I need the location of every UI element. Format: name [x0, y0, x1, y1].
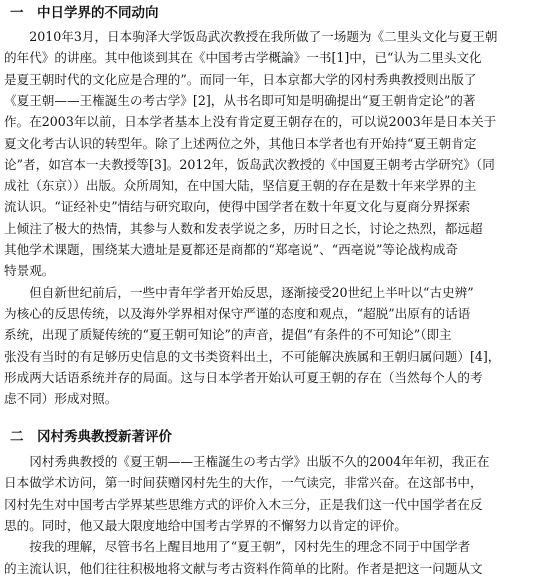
text-line: 是夏王朝时代的文化应是合理的”。而同一年，日本京都大学的冈村秀典教授则出版了	[4, 71, 477, 87]
text-line: 系统，出现了质疑传统的“夏王朝可知论”的声音，提倡“有条件的不可知论”（即主	[4, 327, 452, 343]
text-line: 2010年3月，日本驹泽大学饭岛武次教授在我所做了一场题为《二里头文化与夏王朝	[4, 29, 498, 44]
text-line: 形成两大话语系统并存的局面。这与日本学者开始认可夏王朝的存在（当然每个人的考	[4, 369, 483, 385]
section-heading-2: 二 冈村秀典教授新著评价	[10, 429, 172, 445]
text-line: 流认识。“证经补史”情结与研究取向，使得中国学者在数十年夏文化与夏商分界探索	[4, 199, 471, 215]
text-line: 特景观。	[4, 263, 55, 279]
text-line: 思的。同时，他又最大限度地给中国考古学界的不懈努力以肯定的评价。	[4, 517, 407, 533]
text-line: 作。在2003年以前，日本学者基本上没有肯定夏王朝存在的，可以说2003年是日本关于	[4, 114, 497, 130]
section-heading-1: 一 中日学界的不同动向	[10, 5, 159, 21]
text-line: 的年代》的讲座。其中他谈到其在《中国考古学概論》一书[1]中，已“认为二里头文化	[4, 50, 482, 66]
text-line: 《夏王朝——王権誕生の考古学》[2]，从书名即可知是明确提出“夏王朝肯定论”的著	[4, 92, 476, 108]
text-line: 夏文化考古认识的转型年。除了上述两位之外，其他日本学者也有开始持“夏王朝肯定	[4, 135, 477, 151]
text-line: 成社（东京））出版。众所周知，在中国大陆，坚信夏王朝的存在是数十年来学界的主	[4, 178, 477, 194]
text-line: 的主流认识，他们往往积极地将文献与考古资料作简单的比附。作者是把这一问题从文	[4, 560, 483, 576]
text-line: 论”者，如宫本一夫教授等[3]。2012年，饭岛武次教授的《中国夏王朝考古学研究》（同	[4, 156, 495, 172]
text-line: 日本做学术访问，第一时间获赠冈村先生的大作，一气读完，非常兴奋。在这部书中，	[4, 475, 483, 491]
text-line: 冈村秀典教授的《夏王朝——王権誕生の考古学》出版不久的2004年年初，我正在	[4, 454, 490, 469]
text-line: 张没有当时的有足够历史信息的文书类资料出土，不可能解决族属和王朝归属问题）[4]，	[4, 348, 501, 364]
text-line: 为核心的反思传统，以及海外学界相对保守严谨的态度和观点，“超脱”出原有的话语	[4, 305, 471, 321]
text-line: 冈村先生对中国考古学界某些思维方式的评价入木三分，正是我们这一代中国学者在反	[4, 496, 483, 512]
text-line: 其他学术课题，围绕某大遗址是夏都还是商都的“郑亳说”、“西亳说”等论战构成奇	[4, 242, 458, 257]
text-line: 但自新世纪前后，一些中青年学者开始反思，逐渐接受20世纪上半叶以“古史辨”	[4, 284, 474, 300]
text-line: 按我的理解，尽管书名上醒目地用了“夏王朝”，冈村先生的理念不同于中国学者	[4, 539, 471, 555]
text-line: 虑不同）形成对照。	[4, 391, 118, 407]
text-line: 上倾注了极大的热情，其参与人数和发表学说之多，历时日之长，讨论之热烈，都远超	[4, 220, 483, 236]
